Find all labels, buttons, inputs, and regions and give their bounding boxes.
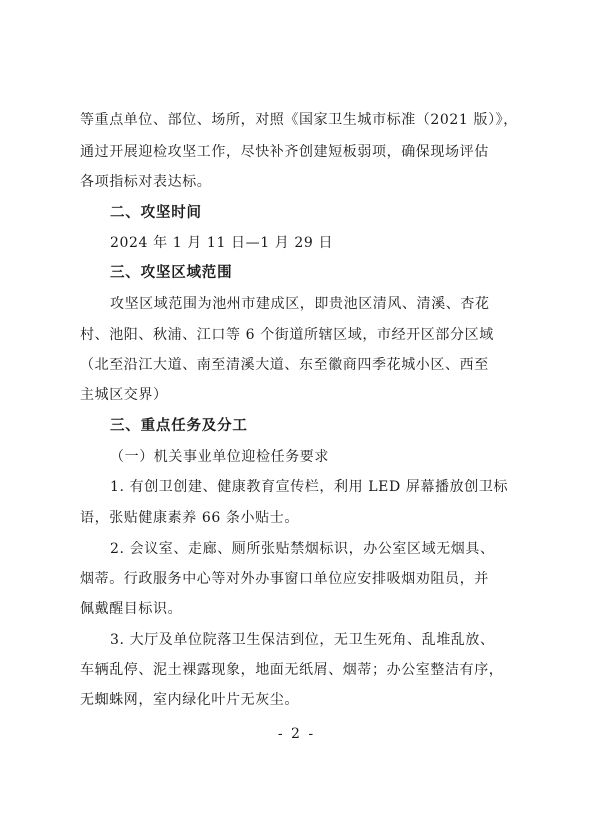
- paragraph-line: （北至沿江大道、南至清溪大道、东至徽商四季花城小区、西至: [80, 357, 489, 373]
- paragraph-line: 通过开展迎检攻坚工作，尽快补齐创建短板弱项，确保现场评估: [80, 144, 489, 160]
- list-item-line: 佩戴醒目标识。: [80, 601, 183, 617]
- section-heading-tasks: 三、重点任务及分工: [110, 418, 248, 434]
- paragraph-line: 攻坚区域范围为池州市建成区，即贵池区清风、清溪、杏花: [110, 296, 490, 312]
- list-item-line: 2. 会议室、走廊、厕所张贴禁烟标识，办公室区域无烟具、: [110, 541, 495, 557]
- subsection-heading: （一）机关事业单位迎检任务要求: [110, 449, 329, 465]
- section-heading-time: 二、攻坚时间: [110, 205, 202, 221]
- list-item-line: 车辆乱停、泥土裸露现象，地面无纸屑、烟蒂；办公室整洁有序，: [80, 662, 504, 678]
- list-item-line: 1. 有创卫创建、健康教育宣传栏，利用 LED 屏幕播放创卫标: [110, 479, 509, 495]
- paragraph-line: 主城区交界）: [80, 387, 168, 403]
- paragraph-line: 各项指标对表达标。: [80, 174, 212, 190]
- paragraph-line: 等重点单位、部位、场所，对照《国家卫生城市标准（2021 版）》，: [80, 112, 518, 128]
- list-item-line: 语，张贴健康素养 66 条小贴士。: [80, 510, 299, 526]
- list-item-line: 无蜘蛛网，室内绿化叶片无灰尘。: [80, 692, 299, 708]
- list-item-line: 3. 大厅及单位院落卫生保洁到位，无卫生死角、乱堆乱放、: [110, 632, 495, 648]
- section-heading-area: 三、攻坚区域范围: [110, 265, 233, 281]
- time-range-text: 2024 年 1 月 11 日—1 月 29 日: [110, 235, 334, 251]
- list-item-line: 烟蒂。行政服务中心等对外办事窗口单位应安排吸烟劝阻员，并: [80, 571, 489, 587]
- paragraph-line: 村、池阳、秋浦、江口等 6 个街道所辖区域，市经开区部分区域: [80, 327, 494, 343]
- page-number: - 2 -: [277, 726, 316, 742]
